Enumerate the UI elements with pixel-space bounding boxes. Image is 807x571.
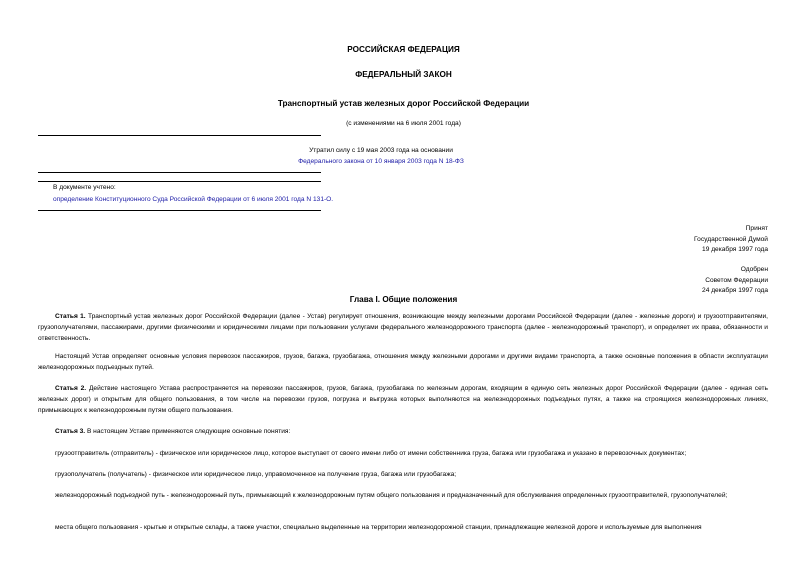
paragraph-text: места общего пользования - крытые и открытые склады, а также участки, специально выделенные на территории железнодорожной станции, принадлежащие железной дороге и используемые для выполнения	[55, 524, 702, 531]
accepted-line: 19 декабря 1997 года	[702, 246, 768, 253]
divider	[38, 210, 321, 211]
definition-paragraph	[38, 470, 768, 481]
repeal-law-link[interactable]: Федерального закона от 10 января 2003 года N 18-ФЗ	[298, 158, 464, 165]
article-number: Статья 2.	[55, 385, 87, 392]
divider	[38, 135, 321, 136]
article-paragraph	[38, 352, 768, 374]
amendments-note: (с изменениями на 6 июля 2001 года)	[346, 120, 461, 127]
repeal-note: Утратил силу с 19 мая 2003 года на основании	[309, 147, 453, 154]
divider	[38, 172, 321, 173]
paragraph-text: Действие настоящего Устава распространяется на перевозки пассажиров, грузов, багажа, грузобагажа по железным дорогам, входящим в единую сеть железных дорог Российской Федерации (далее - единая сеть железных дорог) и открытым для общего пользования, в том числе на перевозки грузов, погрузка и выгрузка которых выполняются на железнодорожных подъездных путях, а также на строящихся железнодорожных линиях, примыкающих к железнодорожным путям общего пользования.	[38, 385, 768, 414]
paragraph-text: В настоящем Уставе применяются следующие основные понятия:	[85, 428, 291, 435]
approved-line: Одобрен	[740, 266, 768, 273]
accepted-line: Принят	[745, 225, 768, 232]
paragraph-text: грузоотправитель (отправитель) - физическое или юридическое лицо, которое выступает от своего имени либо от имени собственника груза, багажа или грузобагажа и указано в перевозочных документах;	[55, 450, 687, 457]
article-paragraph	[38, 427, 768, 438]
chapter-title: Глава I. Общие положения	[349, 295, 458, 304]
adoption-approved	[702, 265, 768, 297]
article-number: Статья 1.	[55, 313, 86, 320]
paragraph-text: Настоящий Устав определяет основные условия перевозок пассажиров, грузов, багажа, грузобагажа, отношения между железными дорогами и другими видами транспорта, а также основные положения в области эксплуатации железнодорожных подъездных путей.	[38, 353, 768, 371]
approved-line: Советом Федерации	[705, 276, 768, 284]
law-type-heading: ФЕДЕРАЛЬНЫЙ ЗАКОН	[355, 70, 452, 79]
adoption-accepted	[694, 224, 768, 256]
definition-paragraph	[38, 523, 768, 534]
document-title: Транспортный устав железных дорог Российской Федерации	[277, 99, 530, 108]
definition-paragraph	[38, 449, 768, 460]
article-number: Статья 3.	[55, 428, 86, 435]
article-paragraph	[38, 312, 768, 345]
consideration-label: В документе учтено:	[53, 184, 116, 191]
article-paragraph	[38, 384, 768, 417]
paragraph-text: грузополучатель (получатель) - физическое или юридическое лицо, управомоченное на получение груза, багажа или грузобагажа;	[55, 471, 457, 478]
court-ruling-link[interactable]: определение Конституционного Суда Российской Федерации от 6 июля 2001 года N 131-О.	[53, 196, 334, 203]
accepted-line: Государственной Думой	[694, 235, 768, 243]
country-heading: РОССИЙСКАЯ ФЕДЕРАЦИЯ	[347, 45, 460, 54]
definition-paragraph	[38, 491, 768, 502]
divider	[38, 181, 321, 182]
paragraph-text: Транспортный устав железных дорог Российской Федерации (далее - Устав) регулирует отношения, возникающие между железными дорогами Российской Федерации (далее - железные дороги) и грузоотправителями, грузополучателями, пассажирами, другими физическими и юридическими лицами при пользовании услугами федерального железнодорожного транспорта (далее - железнодорожный транспорт), и определяет их права, обязанности и ответственность.	[38, 313, 768, 342]
approved-line: 24 декабря 1997 года	[702, 287, 768, 294]
paragraph-text: железнодорожный подъездной путь - железнодорожный путь, примыкающий к железнодорожным путям общего пользования и предназначенный для обслуживания определенных грузоотправителей, грузополучателей;	[55, 492, 728, 499]
